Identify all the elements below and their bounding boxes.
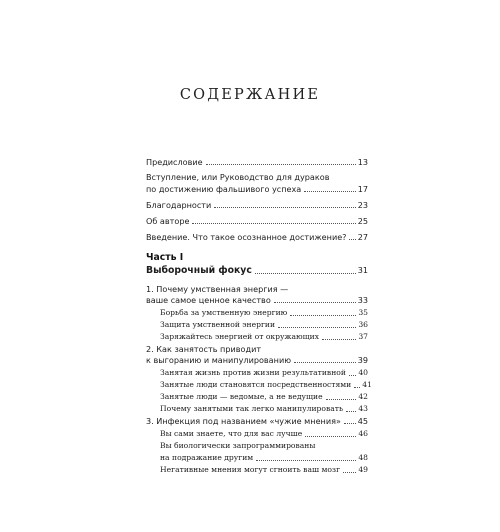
toc-entry-intro[interactable] bbox=[146, 184, 368, 194]
toc-subentry[interactable] bbox=[160, 453, 368, 463]
toc-entry-title: Борьба за умственную энергию bbox=[160, 308, 288, 317]
toc-entry-title: Почему занятыми так легко манипулировать bbox=[160, 404, 344, 413]
toc-page-number: 37 bbox=[358, 332, 368, 341]
dot-leader bbox=[206, 164, 356, 165]
toc-page-number: 48 bbox=[358, 453, 368, 462]
dot-leader bbox=[343, 472, 356, 473]
toc-entry-thanks[interactable] bbox=[146, 200, 368, 210]
toc-entry-introduction[interactable] bbox=[146, 232, 368, 242]
dot-leader bbox=[256, 460, 356, 461]
toc-chapter3[interactable] bbox=[146, 416, 368, 426]
toc-page-number: 49 bbox=[358, 465, 368, 474]
toc-page-number: 41 bbox=[362, 380, 372, 389]
dot-leader bbox=[294, 362, 356, 363]
toc-entry-title: Благодарности bbox=[146, 200, 212, 210]
toc-entry-part1[interactable] bbox=[146, 265, 368, 276]
dot-leader bbox=[255, 273, 356, 274]
toc-page-number: 31 bbox=[357, 265, 368, 275]
toc-entry-title: Об авторе bbox=[146, 216, 190, 226]
dot-leader bbox=[290, 315, 356, 316]
toc-page-number: 45 bbox=[357, 416, 368, 426]
toc-subentry[interactable] bbox=[160, 392, 368, 402]
toc-subentry[interactable] bbox=[160, 429, 368, 439]
toc-page-number: 25 bbox=[357, 216, 368, 226]
toc-entry-title: на подражание другим bbox=[160, 453, 254, 462]
toc-page-number: 23 bbox=[357, 200, 368, 210]
dot-leader bbox=[192, 223, 355, 224]
toc-entry-title: Защита умственной энергии bbox=[160, 320, 276, 329]
toc-subentry[interactable] bbox=[160, 368, 368, 378]
toc-entry-title: Занятая жизнь против жизни результативной bbox=[160, 368, 346, 377]
toc-entry-title: Вы сами знаете, что для вас лучше bbox=[160, 429, 303, 438]
dot-leader bbox=[346, 411, 356, 412]
dot-leader bbox=[214, 207, 355, 208]
toc-entry-title: Занятые люди — ведомые, а не ведущие bbox=[160, 392, 323, 401]
toc-entry-title: ваше самое ценное качество bbox=[146, 295, 271, 305]
toc-entry-title: Негативные мнения могут сгноить ваш мозг bbox=[160, 465, 341, 474]
toc-page-number: 33 bbox=[357, 295, 368, 305]
dot-leader bbox=[354, 387, 360, 388]
toc-subentry-line1: Вы биологически запрограммированы bbox=[160, 441, 316, 450]
dot-leader bbox=[274, 302, 356, 303]
toc-page-number: 43 bbox=[358, 404, 368, 413]
toc-subentry[interactable] bbox=[160, 465, 368, 475]
toc-entry-title: 3. Инфекция под названием «чужие мнения» bbox=[146, 416, 341, 426]
part-label: Часть I bbox=[146, 252, 184, 263]
toc-entry-intro-line1: Вступление, или Руководство для дураков bbox=[146, 172, 330, 182]
toc-chapter2[interactable] bbox=[146, 355, 368, 365]
toc-entry-title: Предисловие bbox=[146, 157, 203, 167]
dot-leader bbox=[322, 339, 356, 340]
dot-leader bbox=[326, 399, 357, 400]
toc-entry-foreword[interactable] bbox=[146, 157, 368, 167]
toc-subentry[interactable] bbox=[160, 308, 368, 318]
toc-subentry[interactable] bbox=[160, 320, 368, 330]
toc-page-number: 27 bbox=[357, 232, 368, 242]
part-title: Выборочный фокус bbox=[146, 265, 252, 276]
dot-leader bbox=[349, 239, 355, 240]
toc-page-number: 46 bbox=[358, 429, 368, 438]
toc-subentry[interactable] bbox=[160, 404, 368, 414]
dot-leader bbox=[304, 191, 355, 192]
toc-subentry[interactable] bbox=[160, 332, 368, 342]
page-title: СОДЕРЖАНИЕ bbox=[179, 87, 321, 103]
toc-entry-title: к выгоранию и манипулированию bbox=[146, 355, 292, 365]
toc-entry-title: Заряжайтесь энергией от окружающих bbox=[160, 332, 320, 341]
dot-leader bbox=[349, 375, 356, 376]
toc-entry-title: Введение. Что такое осознанное достижение? bbox=[146, 232, 347, 242]
toc-page-number: 42 bbox=[358, 392, 368, 401]
toc-chapter2-line1: 2. Как занятость приводит bbox=[146, 344, 262, 354]
toc-page-number: 35 bbox=[358, 308, 368, 317]
toc-page-number: 40 bbox=[358, 368, 368, 377]
toc-chapter1-line1: 1. Почему умственная энергия — bbox=[146, 284, 289, 294]
dot-leader bbox=[344, 423, 356, 424]
dot-leader bbox=[305, 436, 356, 437]
toc-chapter1[interactable] bbox=[146, 295, 368, 305]
toc-entry-author[interactable] bbox=[146, 216, 368, 226]
toc-page-number: 39 bbox=[357, 355, 368, 365]
toc-entry-title: Занятые люди становятся посредственностями bbox=[160, 380, 352, 389]
toc-entry-title: по достижению фальшивого успеха bbox=[146, 184, 302, 194]
toc-page-number: 17 bbox=[357, 184, 368, 194]
dot-leader bbox=[278, 327, 356, 328]
toc-page-number: 36 bbox=[358, 320, 368, 329]
toc-subentry[interactable] bbox=[160, 380, 372, 390]
toc-page-number: 13 bbox=[357, 157, 368, 167]
